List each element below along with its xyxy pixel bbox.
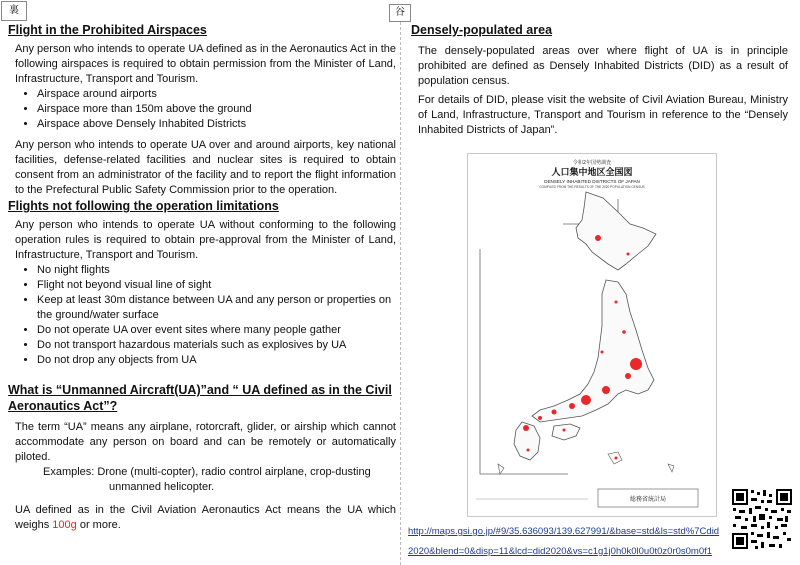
examples-line-2: unmanned helicopter. [109,481,215,493]
map-publisher: 総務省統計局 [629,496,667,503]
link-container [408,521,724,561]
did-area [625,373,631,379]
list-item: • Do not operate UA over event sites where many people gather [37,323,396,338]
did-area [595,235,601,241]
side-tag: 裏 [1,1,27,21]
right-column [411,22,788,138]
examples [15,465,396,495]
did-area [601,351,604,354]
section-operation-limitations [8,198,396,368]
section-title: What is “Unmanned Aircraft(UA)”and “ UA defined as in the Civil Aeronautics Act”? [8,383,392,413]
paragraph: The densely-populated areas over where flight of UA is in principle prohibited are defined as Densely Inhabited Districts (DID) as a result of population census. [418,45,788,87]
paragraph [15,503,396,533]
list-item: • Airspace above Densely Inhabited Districts [37,117,396,132]
list-item: • No night flights [37,263,396,278]
did-area [602,386,610,394]
did-area [622,330,626,334]
did-area [581,395,591,405]
map-title-jp: 人口集中地区全国図 [551,168,633,178]
did-area [538,416,542,420]
honshu-shape [532,280,654,422]
left-column [8,22,396,533]
section-title: Flight in the Prohibited Airspaces [8,23,207,37]
map-subtitle: COMPILED FROM THE RESULTS OF THE 2020 POPULATION CENSUS [539,185,645,189]
did-area [627,253,630,256]
did-area [523,425,529,431]
list-item: • Airspace around airports [37,87,396,102]
bullet-list [15,87,396,132]
section-ua-definition [8,382,396,533]
did-map [467,153,717,517]
section-title: Densely-populated area [411,23,553,37]
did-area [615,301,618,304]
column-divider [400,22,401,565]
paragraph: Any person who intends to operate UA over and around airports, key national facilities, defense-related facilities and nuclear sites is required to obtain consent from an administrator of the facility and to report the flight information to the Prefectural Public Safety Commission prior to the operation. [15,139,396,196]
list-item: • Do not drop any objects from UA [37,353,396,368]
paragraph: The term “UA” means any airplane, rotorcraft, glider, or airship which cannot accommodate any person on board and can be remotely or automatically piloted. [15,421,396,463]
list-item: • Keep at least 30m distance between UA and any person or properties on the ground/water surface [37,293,396,323]
weight-text-end: or more. [76,519,121,531]
bullet-list [15,263,396,368]
did-area [563,429,566,432]
did-area [552,410,557,415]
weight-value: 100g [52,519,77,531]
section-title: Flights not following the operation limitations [8,199,279,213]
did-area [569,403,575,409]
japan-map-graphic [468,154,716,516]
section-prohibited-airspaces [8,22,396,198]
did-area [615,457,618,460]
weight-text: UA defined as in the Civil Aviation Aeronautics Act means the UA which weighs [15,504,396,531]
island-shape [668,464,674,472]
paragraph: For details of DID, please visit the website of Civil Aviation Bureau, Ministry of Land, Infrastructure, Transport and Tourism in reference to the “Densely Inhabited Districts of Japan”. [418,94,788,136]
island-shape [498,464,504,474]
did-map-link[interactable]: http://maps.gsi.go.jp/#9/35.636093/139.627991/&base=std&ls=std%7Cdid2020&blend=0&disp=11&lcd=did2020&vs=c1g1j0h0k0l0u0t0z0r0s0m0f1 [408,526,720,557]
paragraph: Any person who intends to operate UA without conforming to the following operation rules is required to obtain pre-approval from the Minister of Land, Infrastructure, Transport and Tourism. [15,219,396,261]
list-item: • Do not transport hazardous materials such as explosives by UA [37,338,396,353]
map-title-en: DENSELY INHABITED DISTRICTS OF JAPAN [544,179,640,184]
paragraph: Any person who intends to operate UA defined as in the Aeronautics Act in the following airspaces is required to obtain permission from the Minister of Land, Infrastructure, Transport and Tourism. [15,43,396,85]
list-item: • Flight not beyond visual line of sight [37,278,396,293]
list-item: • Airspace more than 150m above the ground [37,102,396,117]
center-tag: 谷 [389,4,411,22]
map-small-title: 令和2年国勢調査 [572,160,612,166]
did-area [630,358,642,370]
examples-line-1: Examples: Drone (multi-copter), radio control airplane, crop-dusting [43,466,371,478]
did-area [527,449,530,452]
hokkaido-shape [576,192,656,270]
qr-code-icon [731,488,793,550]
shikoku-shape [552,424,580,440]
